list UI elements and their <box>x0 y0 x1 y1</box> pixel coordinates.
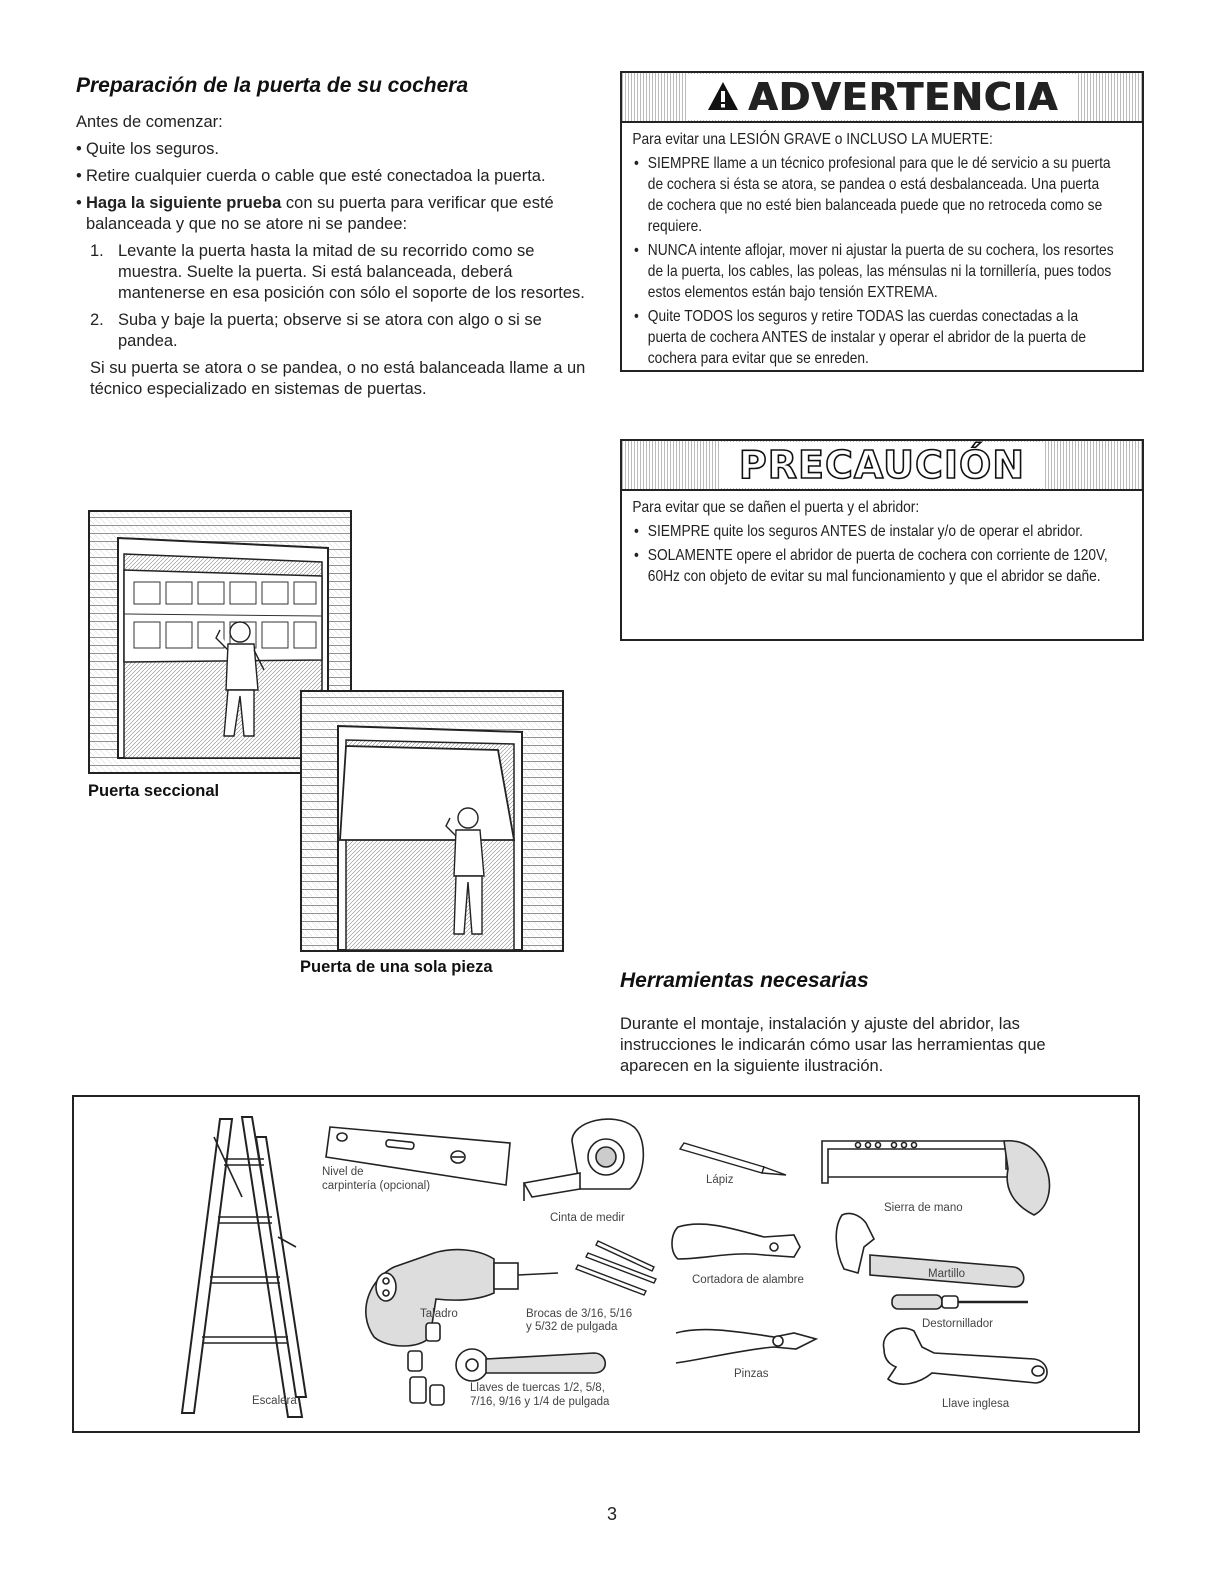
preparation-bullet-seguros: • Quite los seguros. <box>76 139 596 160</box>
caution-body <box>622 491 1135 600</box>
test-step-1-number: 1. <box>90 242 104 260</box>
warning-header <box>622 73 1142 123</box>
warning-item: • SIEMPRE llame a un técnico profesional para que le dé servicio a su puerta de cochera si ésta se atora, se pandea o está desbalanceada. Una puerta de cochera que no esté bien balanceada puede que no retroceda como se requiere. <box>632 153 1118 237</box>
adjustable-wrench-label: Llave inglesa <box>942 1398 1010 1410</box>
test-step-1 <box>76 241 596 304</box>
caution-item: • SOLAMENTE opere el abridor de puerta de cochera con corriente de 120V, 60Hz con objeto de evitar su mal funcionamiento y que el abridor se dañe. <box>632 545 1118 587</box>
caution-list <box>632 521 1118 587</box>
one-piece-door-caption: Puerta de una sola pieza <box>300 958 493 976</box>
warning-item: • Quite TODOS los seguros y retire TODAS las cuerdas conectadas a la puerta de cochera ANTES de instalar y operar el abridor de la puerta de cochera para evitar que se enreden. <box>632 306 1118 369</box>
tape-measure-label: Cinta de medir <box>550 1212 625 1224</box>
test-step-2-text: Suba y baje la puerta; observe si se atora con algo o si se pandea. <box>118 311 542 350</box>
preparation-bullet-prueba <box>76 193 596 352</box>
warning-heading-text: ADVERTENCIA <box>748 75 1058 119</box>
adjustable-wrench-icon <box>883 1328 1047 1384</box>
drill-bits-icon <box>576 1241 656 1295</box>
warning-triangle-icon <box>706 80 740 112</box>
drill-bits-label-2: y 5/32 de pulgada <box>526 1321 618 1333</box>
pliers-label: Pinzas <box>734 1368 769 1380</box>
ladder-icon <box>182 1117 306 1417</box>
caution-header <box>622 441 1142 491</box>
test-steps <box>76 241 596 352</box>
hammer-label: Martillo <box>928 1268 966 1280</box>
caution-intro: Para evitar que se dañen el puerta y el abridor: <box>632 499 920 516</box>
preparation-body <box>76 112 596 406</box>
tape-measure-icon <box>524 1119 643 1201</box>
drill-bits-label-1: Brocas de 3/16, 5/16 <box>526 1308 633 1320</box>
preparation-intro: Antes de comenzar: <box>76 113 223 131</box>
preparation-note: Si su puerta se atora o se pandea, o no está balanceada llame a un técnico especializado en sistemas de puertas. <box>90 359 586 398</box>
tools-illustration <box>74 1097 1138 1431</box>
level-label-1: Nivel de <box>322 1166 364 1178</box>
wire-cutter-label: Cortadora de alambre <box>692 1274 804 1286</box>
preparation-bullet-prueba-rest: con su puerta para verificar que esté balanceada y que no se atore ni se pandee: <box>86 194 554 233</box>
drill-label: Taladro <box>420 1308 458 1320</box>
level-label-2: carpintería (opcional) <box>322 1180 431 1192</box>
sockets-label-1: Llaves de tuercas 1/2, 5/8, <box>470 1382 605 1394</box>
ladder-label: Escalera <box>252 1395 297 1407</box>
warning-item: • NUNCA intente aflojar, mover ni ajustar la puerta de su cochera, los resortes de la puerta, los cables, las poleas, las ménsulas ni la tornillería, pues todos estos elementos están bajo tensión EXTREMA. <box>632 240 1118 303</box>
sectional-door-caption: Puerta seccional <box>88 782 220 800</box>
screwdriver-icon <box>892 1295 1028 1309</box>
one-piece-door-illustration <box>300 690 564 952</box>
warning-list <box>632 153 1118 369</box>
caution-heading: PRECAUCIÓN <box>721 442 1043 488</box>
warning-box <box>620 71 1144 372</box>
preparation-title: Preparación de la puerta de su cochera <box>76 74 469 97</box>
ratchet-icon <box>456 1349 605 1381</box>
wire-cutter-icon <box>672 1224 800 1259</box>
warning-body <box>622 123 1135 382</box>
preparation-list <box>76 139 596 352</box>
pencil-label: Lápiz <box>706 1174 734 1186</box>
caution-item: • SIEMPRE quite los seguros ANTES de instalar y/o de operar el abridor. <box>632 521 1118 542</box>
caution-box <box>620 439 1144 641</box>
tools-illustration-box <box>72 1095 1140 1433</box>
test-step-2 <box>76 310 596 352</box>
tools-title: Herramientas necesarias <box>620 969 869 992</box>
sockets-label-2: 7/16, 9/16 y 1/4 de pulgada <box>470 1396 610 1408</box>
pliers-icon <box>676 1330 816 1363</box>
pencil-icon <box>680 1143 786 1175</box>
hacksaw-label: Sierra de mano <box>884 1202 963 1214</box>
warning-heading <box>688 74 1076 120</box>
test-step-1-text: Levante la puerta hasta la mitad de su recorrido como se muestra. Suelte la puerta. Si está balanceada, deberá mantenerse en esa posición con sólo el soporte de los resortes. <box>118 242 585 302</box>
preparation-bullet-cuerdas: • Retire cualquier cuerda o cable que esté conectadoa la puerta. <box>76 166 596 187</box>
test-step-2-number: 2. <box>90 311 104 329</box>
tools-intro: Durante el montaje, instalación y ajuste del abridor, las instrucciones le indicarán cómo usar las herramientas que aparecen en la siguiente ilustración. <box>620 1015 1046 1075</box>
preparation-bullet-prueba-bold: Haga la siguiente prueba <box>86 194 282 212</box>
warning-intro: Para evitar una LESIÓN GRAVE o INCLUSO LA MUERTE: <box>632 131 993 148</box>
page-number: 3 <box>606 1504 617 1524</box>
screwdriver-label: Destornillador <box>922 1318 993 1330</box>
